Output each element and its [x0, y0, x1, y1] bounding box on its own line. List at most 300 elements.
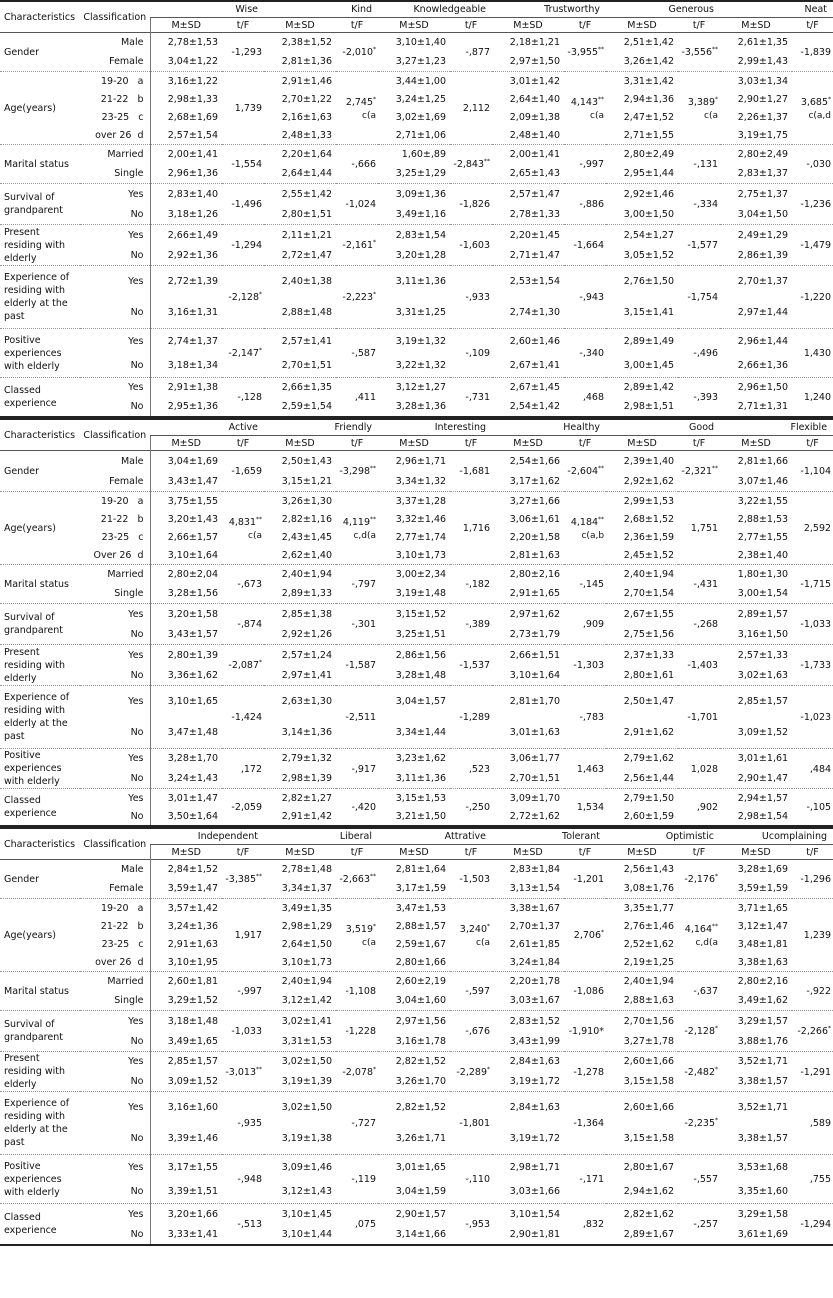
test-statistic-number: -,676	[465, 1026, 490, 1038]
mean-sd-value: 2,66±1,49	[150, 225, 222, 246]
mean-sd-value: 2,70±1,51	[281, 359, 332, 371]
table-row	[0, 860, 833, 880]
test-statistic-number: ,468	[582, 392, 605, 404]
mean-sd-value: 2,83±1,52	[492, 1011, 564, 1032]
characteristic-label: Classed experience	[0, 378, 80, 418]
test-statistic-value	[222, 576, 262, 591]
test-statistic	[564, 789, 606, 827]
mean-sd-value: 2,85±1,57	[150, 1052, 222, 1072]
test-statistic-number: -2,087	[228, 660, 260, 672]
test-statistic-number: 2,112	[462, 103, 491, 115]
test-statistic-value	[678, 463, 718, 478]
table-row	[0, 184, 833, 205]
characteristic-label: Survival of grandparent	[0, 184, 80, 225]
test-statistic	[222, 184, 264, 225]
mean-sd-value: 3,38±1,57	[737, 1075, 788, 1087]
msd-header: M±SD	[378, 845, 450, 860]
significance-mark: *	[715, 96, 719, 104]
test-statistic-number: -,171	[579, 1174, 604, 1186]
test-statistic-number: -2,128	[684, 1026, 715, 1038]
test-statistic-number: -,393	[693, 392, 719, 404]
mean-sd-value: 2,72±1,39	[150, 266, 222, 298]
mean-sd-value: 3,33±1,41	[150, 1224, 222, 1245]
mean-sd-value: 2,57±1,24	[264, 645, 336, 666]
test-statistic-value	[678, 657, 718, 672]
test-statistic-number: -,257	[693, 1219, 718, 1231]
mean-sd-value: 3,27±1,23	[395, 56, 447, 67]
test-statistic	[792, 789, 833, 827]
test-statistic	[450, 492, 492, 565]
test-statistic-number: -,933	[465, 292, 491, 304]
mean-sd-value: 3,01±1,42	[492, 72, 564, 91]
mean-sd-value: 2,94±1,62	[623, 1185, 674, 1197]
mean-sd-value: 2,90±1,47	[737, 772, 789, 784]
test-statistic-value	[564, 289, 604, 304]
table-row	[0, 1092, 833, 1124]
mean-sd-value: 2,16±1,63	[281, 111, 332, 123]
test-statistic-number: ,172	[240, 764, 263, 776]
mean-sd-value: 3,11±1,36	[378, 266, 450, 298]
mean-sd-value: 2,60±1,81	[150, 972, 222, 992]
mean-sd-value: 2,57±1,33	[720, 645, 792, 666]
test-statistic	[564, 378, 606, 418]
test-statistic-value	[678, 94, 718, 109]
test-statistic	[450, 972, 492, 1011]
mean-sd-value: 3,24±1,25	[395, 93, 447, 105]
mean-sd-value: 2,19±1,25	[623, 956, 674, 968]
test-statistic-value	[792, 709, 831, 724]
mean-sd-value: 2,59±1,67	[395, 938, 446, 950]
classification-label: Yes	[80, 225, 150, 246]
mean-sd-value: 3,38±1,63	[737, 956, 788, 968]
post-hoc-result: c(a	[704, 110, 719, 121]
mean-sd-value: 2,80±2,49	[720, 145, 792, 165]
test-statistic-number: -,953	[465, 1219, 490, 1231]
mean-sd-value: 2,90±1,27	[737, 93, 789, 105]
test-statistic	[678, 1204, 720, 1246]
test-statistic-number: -,420	[351, 802, 377, 814]
classification-label: 23-25 c	[101, 938, 144, 950]
mean-sd-value: 3,04±1,22	[150, 52, 222, 72]
mean-sd-value: 2,62±1,40	[281, 549, 333, 561]
mean-sd-value: 2,91±1,38	[150, 378, 222, 398]
msd-header: M±SD	[720, 845, 792, 860]
mean-sd-value: 2,40±1,94	[264, 972, 336, 992]
adjective-header: Healthy	[492, 419, 606, 436]
classification-label: Single	[114, 588, 144, 599]
mean-sd-value: 3,59±1,47	[150, 879, 222, 899]
test-statistic-value	[678, 761, 718, 776]
classification-label: Yes	[80, 1011, 150, 1032]
test-statistic	[336, 492, 378, 565]
test-statistic-number: -1,496	[231, 199, 262, 211]
mean-sd-value: 3,20±1,28	[395, 249, 447, 261]
mean-sd-value: 3,05±1,52	[623, 249, 675, 261]
classification-label: 21-22 b	[100, 513, 144, 525]
test-statistic-value	[792, 463, 831, 478]
header-row	[0, 828, 833, 845]
mean-sd-value: 2,90±1,81	[492, 1224, 564, 1245]
classification-label: Yes	[80, 266, 150, 298]
mean-sd-value: 2,67±1,45	[492, 378, 564, 398]
mean-sd-value: 2,64±1,50	[281, 938, 332, 950]
test-statistic	[678, 145, 720, 184]
test-statistic-number: 1,739	[234, 103, 262, 115]
test-statistic-value	[450, 196, 490, 211]
test-statistic-number: -1,403	[687, 660, 719, 672]
mean-sd-value: 2,80±1,39	[150, 645, 222, 666]
test-statistic-number: 1,716	[462, 523, 491, 535]
test-statistic	[792, 451, 833, 492]
classification-label: No	[130, 772, 144, 784]
mean-sd-value: 3,39±1,51	[150, 1179, 222, 1204]
characteristic-label: Marital status	[0, 972, 80, 1011]
test-statistic-number: -,131	[693, 159, 719, 171]
mean-sd-value: 2,00±1,41	[492, 145, 564, 165]
post-hoc-result: c(a	[476, 937, 490, 948]
table-row	[0, 451, 833, 472]
test-statistic-value	[792, 289, 831, 304]
test-statistic-number: -1,659	[231, 466, 263, 478]
test-statistic	[792, 972, 833, 1011]
mean-sd-value: 2,68±1,69	[150, 108, 222, 126]
test-statistic	[222, 686, 264, 749]
post-hoc-result: c(a	[362, 937, 376, 948]
adjective-header: Knowledgeable	[378, 1, 492, 18]
adjective-header: Interesting	[378, 419, 492, 436]
test-statistic	[678, 789, 720, 827]
test-statistic	[792, 184, 833, 225]
test-statistic-value	[792, 871, 831, 886]
mean-sd-value: 3,19±1,38	[281, 1133, 332, 1144]
test-statistic	[678, 1155, 720, 1204]
mean-sd-value: 3,01±1,61	[720, 749, 792, 769]
classification-label: Yes	[80, 686, 150, 718]
mean-sd-value: 3,10±1,73	[281, 956, 332, 968]
test-statistic-value	[678, 616, 718, 631]
test-statistic-number: -,997	[579, 159, 605, 171]
mean-sd-value: 2,20±1,45	[492, 225, 564, 246]
classification-label: Married	[80, 972, 150, 992]
test-statistic	[564, 225, 606, 266]
mean-sd-value: 2,66±1,57	[150, 528, 222, 546]
significance-mark: *	[259, 291, 262, 299]
test-statistic-number: -1,537	[459, 660, 491, 672]
test-statistic-value	[792, 237, 831, 252]
test-statistic-number: -2,843	[453, 159, 485, 171]
mean-sd-value: 2,64±1,40	[509, 93, 561, 105]
test-statistic-number: -,935	[237, 1118, 262, 1130]
significance-mark: *	[373, 96, 377, 104]
classification-label: No	[80, 1224, 150, 1245]
mean-sd-value: 2,88±1,48	[281, 307, 332, 318]
test-statistic-number: 1,463	[576, 764, 605, 776]
mean-sd-value: 2,91±1,63	[150, 935, 222, 953]
test-statistic-value	[564, 761, 604, 776]
table-row	[0, 266, 833, 298]
test-statistic-number: -2,010	[342, 47, 374, 59]
statistics-table-block	[0, 0, 833, 418]
mean-sd-value: 2,92±1,26	[281, 628, 333, 640]
msd-header: M±SD	[720, 436, 792, 451]
significance-mark: **	[370, 873, 376, 881]
mean-sd-value: 3,10±1,73	[395, 549, 447, 561]
mean-sd-value: 3,04±1,60	[395, 995, 446, 1006]
mean-sd-value: 3,09±1,46	[264, 1155, 336, 1180]
test-statistic-value	[450, 1064, 490, 1079]
test-statistic-value	[450, 156, 490, 171]
test-statistic	[450, 686, 492, 749]
table-row	[0, 789, 833, 808]
test-statistic	[678, 184, 720, 225]
test-statistic-value	[792, 1216, 831, 1231]
mean-sd-value: 3,28±1,69	[720, 860, 792, 880]
mean-sd-value: 2,20±1,64	[264, 145, 336, 165]
mean-sd-value: 2,40±1,94	[264, 565, 336, 585]
test-statistic-value	[336, 237, 376, 252]
test-statistic-number: -,250	[465, 802, 491, 814]
test-statistic-value	[222, 927, 262, 942]
mean-sd-value: 3,15±1,52	[378, 604, 450, 625]
mean-sd-value: 3,06±1,77	[492, 749, 564, 769]
test-statistic	[792, 1052, 833, 1092]
mean-sd-value: 3,04±1,69	[150, 451, 222, 472]
test-statistic	[564, 899, 606, 972]
mean-sd-value: 3,01±1,47	[150, 789, 222, 808]
test-statistic	[450, 451, 492, 492]
mean-sd-value: 2,99±1,53	[606, 492, 678, 511]
mean-sd-value: 2,43±1,45	[281, 531, 333, 543]
mean-sd-value: 3,12±1,42	[281, 995, 332, 1006]
test-statistic-value	[222, 289, 262, 304]
mean-sd-value: 3,59±1,59	[737, 883, 788, 894]
test-statistic-value	[450, 576, 490, 591]
test-statistic-value	[564, 463, 604, 478]
test-statistic-value	[792, 94, 831, 109]
classification-label: Yes	[80, 1092, 150, 1124]
test-statistic	[222, 329, 264, 378]
test-statistic	[336, 1155, 378, 1204]
test-statistic-number: -,105	[806, 802, 832, 814]
test-statistic-value	[792, 983, 831, 998]
significance-mark: *	[828, 96, 832, 104]
significance-mark: *	[259, 659, 263, 667]
column-header-characteristics: Characteristics	[0, 419, 80, 451]
test-statistic-number: -3,556	[681, 47, 713, 59]
table-row	[0, 604, 833, 625]
test-statistic-value	[564, 156, 604, 171]
test-statistic	[336, 645, 378, 686]
test-statistic-value	[450, 1171, 490, 1186]
characteristic-label: Present residing with elderly	[0, 645, 80, 686]
test-statistic-number: -,109	[465, 348, 491, 360]
test-statistic-number: 3,240	[459, 924, 487, 936]
test-statistic-value	[450, 799, 490, 814]
test-statistic	[564, 1204, 606, 1246]
test-statistic	[450, 1155, 492, 1204]
mean-sd-value: 2,83±1,40	[150, 184, 222, 205]
adjective-header: Independent	[150, 828, 264, 845]
test-statistic-number: -,886	[579, 199, 605, 211]
classification-label: 19-20 a	[80, 899, 150, 918]
test-statistic-value	[678, 983, 718, 998]
mean-sd-value: 3,02±1,69	[395, 111, 447, 123]
tf-header: t/F	[222, 436, 264, 451]
mean-sd-value: 3,35±1,77	[606, 899, 678, 918]
test-statistic	[336, 860, 378, 899]
mean-sd-value: 2,97±1,41	[281, 669, 333, 681]
mean-sd-value: 2,84±1,52	[150, 860, 222, 880]
tf-header: t/F	[222, 845, 264, 860]
test-statistic-number: -,334	[693, 199, 719, 211]
mean-sd-value: 3,26±1,71	[395, 1133, 446, 1144]
test-statistic-number: -,922	[806, 986, 831, 998]
mean-sd-value: 2,84±1,63	[492, 1092, 564, 1124]
test-statistic-number: -,268	[693, 619, 719, 631]
test-statistic-number: -3,385	[225, 874, 256, 886]
test-statistic-value	[792, 196, 831, 211]
mean-sd-value: 2,60±1,46	[492, 329, 564, 354]
significance-mark: *	[715, 1117, 718, 1125]
mean-sd-value: 3,49±1,65	[150, 1031, 222, 1052]
test-statistic-number: -1,910*	[568, 1026, 604, 1038]
mean-sd-value: 3,35±1,60	[737, 1185, 788, 1197]
test-statistic-number: -1,033	[800, 619, 832, 631]
test-statistic	[450, 266, 492, 329]
test-statistic	[678, 749, 720, 789]
test-statistic-value	[792, 1023, 831, 1038]
mean-sd-value: 2,97±1,56	[378, 1011, 450, 1032]
test-statistic	[564, 72, 606, 145]
test-statistic-number: 4,143	[570, 97, 599, 109]
table-row	[0, 565, 833, 585]
column-header-classification: Classification	[80, 828, 150, 860]
mean-sd-value: 2,18±1,21	[492, 33, 564, 53]
test-statistic-value	[336, 44, 376, 59]
test-statistic	[222, 33, 264, 72]
mean-sd-value: 3,28±1,70	[150, 749, 222, 769]
test-statistic-number: -,496	[693, 348, 719, 360]
test-statistic	[678, 1092, 720, 1155]
test-statistic	[678, 378, 720, 418]
test-statistic-value	[336, 1115, 376, 1130]
test-statistic	[792, 860, 833, 899]
mean-sd-value: 3,08±1,76	[623, 883, 674, 894]
mean-sd-value: 2,36±1,59	[623, 531, 675, 543]
mean-sd-value: 3,19±1,72	[509, 1133, 560, 1144]
test-statistic-number: -2,235	[684, 1118, 715, 1130]
mean-sd-value: 2,70±1,54	[623, 588, 675, 599]
mean-sd-value: 2,98±1,54	[720, 807, 792, 826]
test-statistic	[450, 145, 492, 184]
test-statistic	[222, 789, 264, 827]
mean-sd-value: 2,40±1,94	[606, 972, 678, 992]
significance-mark: *	[373, 239, 377, 247]
mean-sd-value: 2,71±1,47	[509, 249, 561, 261]
mean-sd-value: 3,71±1,65	[720, 899, 792, 918]
significance-mark: **	[256, 1065, 262, 1073]
test-statistic-number: -2,663	[339, 874, 370, 886]
test-statistic-number: ,755	[809, 1174, 831, 1186]
header-row	[0, 1, 833, 18]
mean-sd-value: 2,61±1,35	[720, 33, 792, 53]
test-statistic	[222, 860, 264, 899]
test-statistic-value	[450, 1216, 490, 1231]
test-statistic	[792, 266, 833, 329]
mean-sd-value: 3,02±1,41	[264, 1011, 336, 1032]
mean-sd-value: 2,81±1,36	[281, 56, 332, 67]
mean-sd-value: 3,57±1,42	[150, 899, 222, 918]
test-statistic	[564, 266, 606, 329]
test-statistic-value	[678, 1171, 718, 1186]
test-statistic-number: -1,364	[573, 1118, 604, 1130]
adjective-header: Liberal	[264, 828, 378, 845]
mean-sd-value: 2,89±1,57	[720, 604, 792, 625]
mean-sd-value: 3,03±1,34	[720, 72, 792, 91]
test-statistic-value	[678, 196, 718, 211]
test-statistic	[678, 1011, 720, 1052]
mean-sd-value: 3,06±1,61	[509, 513, 561, 525]
table-row	[0, 899, 833, 918]
mean-sd-value: 3,52±1,71	[720, 1092, 792, 1124]
test-statistic	[450, 225, 492, 266]
test-statistic-value	[564, 1115, 604, 1130]
significance-mark: **	[256, 516, 263, 524]
mean-sd-value: 2,91±1,62	[623, 727, 675, 738]
test-statistic-value	[222, 1171, 262, 1186]
test-statistic	[450, 645, 492, 686]
test-statistic-number: -,797	[351, 579, 377, 591]
mean-sd-value: 3,24±1,36	[150, 917, 222, 935]
tf-header: t/F	[564, 436, 606, 451]
test-statistic	[792, 645, 833, 686]
mean-sd-value: 3,19±1,48	[395, 588, 447, 599]
test-statistic-value	[678, 871, 718, 886]
test-statistic-value	[564, 196, 604, 211]
test-statistic-value	[678, 44, 718, 59]
test-statistic-value	[222, 657, 262, 672]
test-statistic-number: -1,424	[231, 712, 263, 724]
test-statistic-value	[450, 100, 490, 115]
mean-sd-value: 2,97±1,50	[509, 56, 561, 67]
classification-label: No	[130, 359, 144, 371]
adjective-header: Generous	[606, 1, 720, 18]
test-statistic-value	[336, 1023, 376, 1038]
classification-label: No	[130, 1133, 144, 1144]
mean-sd-value: 2,83±1,54	[378, 225, 450, 246]
test-statistic-value	[678, 1064, 718, 1079]
characteristic-label: Age(years)	[0, 492, 80, 565]
test-statistic-value	[222, 514, 262, 529]
test-statistic-value	[564, 94, 604, 109]
mean-sd-value: 3,22±1,32	[395, 359, 447, 371]
test-statistic	[336, 1092, 378, 1155]
test-statistic	[450, 860, 492, 899]
characteristic-label: Present residing with elderly	[0, 1052, 80, 1092]
test-statistic-number: -3,955	[567, 47, 599, 59]
test-statistic-number: -1,733	[800, 660, 832, 672]
test-statistic-number: -3,298	[339, 466, 371, 478]
classification-label: Female	[109, 475, 144, 487]
table-row	[0, 329, 833, 354]
test-statistic-value	[336, 576, 376, 591]
test-statistic	[792, 145, 833, 184]
post-hoc-result: c(a	[248, 530, 263, 541]
test-statistic-value	[564, 44, 604, 59]
classification-label: Yes	[80, 1155, 150, 1180]
test-statistic-value	[450, 761, 490, 776]
mean-sd-value: 3,48±1,81	[737, 938, 788, 950]
